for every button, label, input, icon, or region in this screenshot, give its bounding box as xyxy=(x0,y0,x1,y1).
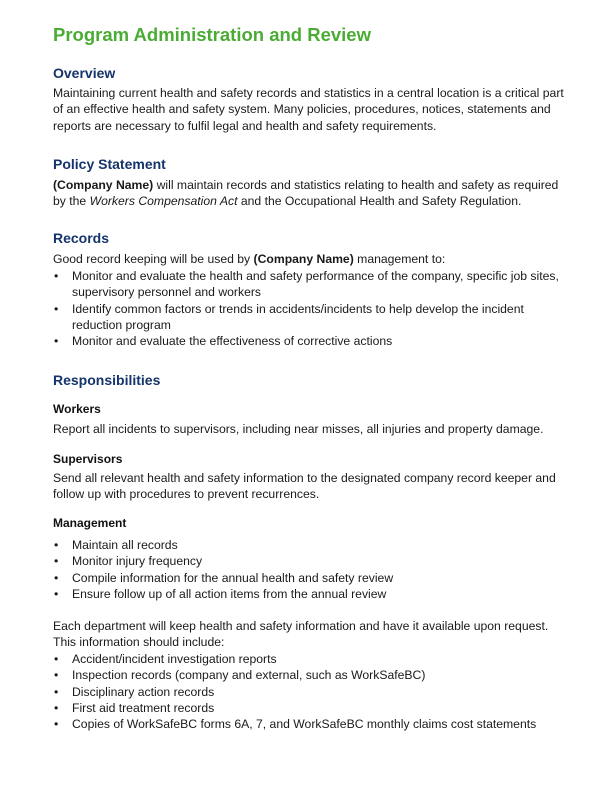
list-item-text: Monitor and evaluate the effectiveness of corrective actions xyxy=(72,334,393,349)
records-heading: Records xyxy=(53,230,110,246)
overview-heading: Overview xyxy=(53,65,116,81)
list-item-text: Monitor injury frequency xyxy=(72,554,203,569)
list-item-text: Accident/incident investigation reports xyxy=(72,652,277,666)
workers-heading: Workers xyxy=(53,402,101,416)
list-item-text: Compile information for the annual health and safety review xyxy=(72,570,394,585)
act-title: Workers Compensation Act xyxy=(89,194,238,209)
list-item xyxy=(53,333,559,349)
department-list xyxy=(53,651,536,732)
supervisors-paragraph xyxy=(53,470,573,503)
records-text: Good record keeping will be used by xyxy=(53,252,254,266)
bullet-icon: • xyxy=(54,684,59,699)
policy-text: by the xyxy=(53,194,90,209)
department-line: Each department will keep health and safety information and have it available upon request. xyxy=(53,619,549,633)
bullet-icon: • xyxy=(54,554,59,569)
company-name-placeholder: (Company Name) xyxy=(53,178,154,192)
bullet-icon: • xyxy=(54,652,59,666)
records-intro xyxy=(53,251,573,267)
list-item xyxy=(53,716,536,732)
policy-heading: Policy Statement xyxy=(53,156,166,172)
bullet-icon: • xyxy=(54,570,59,585)
list-item xyxy=(53,301,559,334)
supervisors-line: follow up with procedures to prevent recurrences. xyxy=(53,487,320,502)
policy-paragraph xyxy=(53,177,573,210)
list-item-text: Identify common factors or trends in accidents/incidents to help develop the incident xyxy=(72,301,524,316)
list-item-text: Disciplinary action records xyxy=(72,684,215,699)
page-title: Program Administration and Review xyxy=(53,24,371,45)
supervisors-line: Send all relevant health and safety information to the designated company record keeper and xyxy=(53,471,556,485)
policy-text: and the Occupational Health and Safety Regulation. xyxy=(237,194,522,209)
list-item xyxy=(53,268,559,301)
management-heading: Management xyxy=(53,516,127,530)
bullet-icon: • xyxy=(54,700,59,715)
management-list xyxy=(53,537,393,602)
list-item xyxy=(53,667,536,683)
list-item-text: reduction program xyxy=(72,317,171,332)
list-item xyxy=(53,537,393,553)
policy-text: will maintain records and statistics relating to health and safety as required xyxy=(153,178,559,192)
list-item xyxy=(53,700,536,716)
workers-text: Report all incidents to supervisors, including near misses, all injuries and property damage. xyxy=(53,422,544,436)
list-item-text: Ensure follow up of all action items from the annual review xyxy=(72,586,387,601)
bullet-icon: • xyxy=(54,586,59,601)
list-item xyxy=(53,684,536,700)
list-item xyxy=(53,651,536,667)
list-item-text: Monitor and evaluate the health and safety performance of the company, specific job sites, xyxy=(72,269,559,283)
department-line: This information should include: xyxy=(53,635,225,650)
overview-line: reports are necessary to fulfil legal and health and safety requirements. xyxy=(53,118,437,133)
workers-paragraph xyxy=(53,421,573,437)
supervisors-heading: Supervisors xyxy=(53,452,123,466)
list-item xyxy=(53,570,393,586)
list-item-text: First aid treatment records xyxy=(72,700,215,715)
overview-line: of an effective health and safety system. Many policies, procedures, notices, statements and xyxy=(53,102,551,117)
bullet-icon: • xyxy=(54,301,59,316)
overview-paragraph xyxy=(53,85,573,134)
bullet-icon: • xyxy=(54,538,59,552)
responsibilities-heading: Responsibilities xyxy=(53,372,161,388)
list-item-text: Copies of WorkSafeBC forms 6A, 7, and WorkSafeBC monthly claims cost statements xyxy=(72,717,537,732)
list-item xyxy=(53,586,393,602)
list-item-text: Maintain all records xyxy=(72,538,178,552)
department-paragraph xyxy=(53,618,573,651)
list-item-text: Inspection records (company and external, such as WorkSafeBC) xyxy=(72,668,426,683)
records-list xyxy=(53,268,559,349)
bullet-icon: • xyxy=(54,668,59,683)
bullet-icon: • xyxy=(54,717,59,732)
overview-line: Maintaining current health and safety records and statistics in a central location is a critical part xyxy=(53,86,564,100)
list-item-text: supervisory personnel and workers xyxy=(72,285,261,300)
records-text: management to: xyxy=(353,252,446,266)
bullet-icon: • xyxy=(54,334,59,349)
bullet-icon: • xyxy=(54,269,59,283)
company-name-placeholder: (Company Name) xyxy=(253,252,354,266)
list-item xyxy=(53,553,393,569)
